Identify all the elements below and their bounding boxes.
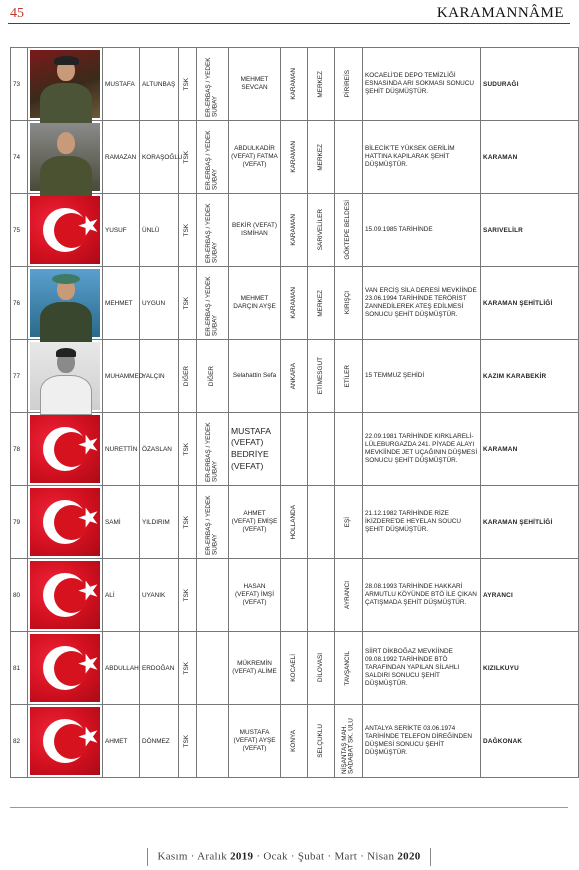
cemetery-cell <box>481 340 579 413</box>
province: ANKARA <box>289 362 297 390</box>
portrait-photo <box>30 342 100 410</box>
cemetery-cell <box>481 559 579 632</box>
last-name-cell <box>140 632 179 705</box>
photo-cell <box>28 267 103 340</box>
institution-cell <box>179 267 197 340</box>
event-description-cell <box>363 632 481 705</box>
rank-cell <box>197 413 229 486</box>
photo-cell <box>28 194 103 267</box>
village: AYRANCI <box>344 581 352 609</box>
parents: AHMET (VEFAT) EMİŞE (VEFAT) <box>231 509 278 534</box>
portrait-photo <box>30 269 100 337</box>
village: GÖKTEPE BELDESİ <box>344 200 352 260</box>
rank-cell <box>197 194 229 267</box>
last-name-cell <box>140 194 179 267</box>
first-name: NURETTİN <box>105 445 138 453</box>
footer-months-1: Kasım · Aralık <box>157 850 228 863</box>
parents-cell <box>229 559 281 632</box>
institution: TSK <box>183 661 191 675</box>
first-name-cell <box>103 486 140 559</box>
last-name-cell <box>140 413 179 486</box>
page-number: 45 <box>10 6 24 21</box>
province-cell <box>281 486 308 559</box>
last-name: YILDIRIM <box>142 518 170 526</box>
table-row <box>11 267 579 340</box>
parents: Selahattin Sefa <box>232 371 277 379</box>
table-row <box>11 340 579 413</box>
rank-cell <box>197 486 229 559</box>
parents-cell <box>229 121 281 194</box>
province: KARAMAN <box>289 68 297 100</box>
cemetery-cell <box>481 413 579 486</box>
institution: DİĞER <box>183 365 191 387</box>
institution-cell <box>179 632 197 705</box>
cemetery: SUDURAĞI <box>483 80 519 88</box>
parents-cell <box>229 413 281 486</box>
last-name-cell <box>140 267 179 340</box>
province: KONYA <box>289 730 297 752</box>
event-description: VAN ERCİŞ SİLA DERESİ MEVKİİNDE 23.06.1994 TARİHİNDE TERÖRİST ZANNEDİLEREK ATEŞ EDİLMESİ SONUCU ŞEHİT DÜŞMÜŞTÜR. <box>365 287 477 318</box>
event-description: 28.08.1993 TARİHİNDE HAKKARİ ARMUTLU KÖYÜNDE BTÖ İLE ÇIKAN ÇATIŞMADA ŞEHİT DÜŞMÜŞTÜR. <box>365 583 477 606</box>
table-row <box>11 194 579 267</box>
table-row <box>11 413 579 486</box>
institution-cell <box>179 705 197 778</box>
province-cell <box>281 559 308 632</box>
rank: ER-ERBAŞ / YEDEK SUBAY <box>204 495 219 555</box>
institution: TSK <box>183 77 191 91</box>
village-cell <box>335 340 363 413</box>
parents: HASAN (VEFAT) İMŞİ (VEFAT) <box>235 582 274 607</box>
portrait-photo <box>30 50 100 118</box>
event-description-cell <box>363 121 481 194</box>
row-number-cell <box>11 559 28 632</box>
last-name: ERDOĞAN <box>142 664 175 672</box>
institution: TSK <box>183 734 191 748</box>
photo-cell <box>28 121 103 194</box>
village-cell <box>335 705 363 778</box>
first-name: SAMİ <box>105 518 121 526</box>
district: ETİMESGUT <box>316 357 324 395</box>
rank: ER-ERBAŞ / YEDEK SUBAY <box>204 276 219 336</box>
event-description-cell <box>363 267 481 340</box>
district-cell <box>308 194 335 267</box>
event-description-cell <box>363 413 481 486</box>
first-name-cell <box>103 413 140 486</box>
village-cell <box>335 121 363 194</box>
row-number: 74 <box>13 153 21 161</box>
village-cell <box>335 194 363 267</box>
village-cell <box>335 486 363 559</box>
province: KARAMAN <box>289 141 297 173</box>
row-number: 73 <box>13 80 21 88</box>
cemetery: SARIVELİLR <box>483 226 523 234</box>
footer-bar-left <box>147 848 148 866</box>
row-number: 76 <box>13 299 21 307</box>
parents: MÜKREMİN (VEFAT) ALİME <box>232 659 277 675</box>
institution: TSK <box>183 442 191 456</box>
martyr-roster-table <box>10 47 579 778</box>
row-number: 82 <box>13 737 21 745</box>
row-number-cell <box>11 340 28 413</box>
cemetery-cell <box>481 632 579 705</box>
province-cell <box>281 194 308 267</box>
district-cell <box>308 121 335 194</box>
village-cell <box>335 48 363 121</box>
district: MERKEZ <box>316 289 324 317</box>
cemetery-cell <box>481 121 579 194</box>
parents: MEHMET SEVCAN <box>240 75 269 91</box>
footer-year-2: 2020 <box>397 850 421 863</box>
village: ETİLER <box>344 364 352 388</box>
district-cell <box>308 267 335 340</box>
district: DİLOVASI <box>316 653 324 683</box>
province: HOLLANDA <box>289 504 297 540</box>
row-number: 79 <box>13 518 21 526</box>
institution: TSK <box>183 588 191 602</box>
footer-divider <box>10 807 568 808</box>
parents-cell <box>229 340 281 413</box>
district-cell <box>308 705 335 778</box>
province-cell <box>281 121 308 194</box>
last-name-cell <box>140 705 179 778</box>
village-cell <box>335 632 363 705</box>
cemetery: AYRANCI <box>483 591 513 599</box>
portrait-photo <box>30 123 100 191</box>
parents: ABDULKADİR (VEFAT) FATMA (VEFAT) <box>231 144 278 169</box>
last-name: ÜNLÜ <box>142 226 160 234</box>
province-cell <box>281 632 308 705</box>
cemetery: KARAMAN <box>483 153 518 161</box>
cemetery: KARAMAN <box>483 445 518 453</box>
turkish-flag-icon: ★ <box>30 561 100 629</box>
last-name-cell <box>140 340 179 413</box>
village-cell <box>335 559 363 632</box>
event-description-cell <box>363 48 481 121</box>
district: SARIVELİLER <box>316 209 324 251</box>
cemetery: KARAMAN ŞEHİTLİĞİ <box>483 299 553 307</box>
province: KARAMAN <box>289 214 297 246</box>
village: KIRIŞÇI <box>344 291 352 315</box>
district-cell <box>308 340 335 413</box>
institution-cell <box>179 340 197 413</box>
first-name-cell <box>103 340 144 413</box>
event-description: KOCAELİ'DE DEPO TEMİZLİĞİ ESNASINDA ARI SOKMASI SONUCU ŞEHİT DÜŞMÜŞTÜR. <box>365 72 475 95</box>
row-number-cell <box>11 413 28 486</box>
last-name: UYANIK <box>142 591 166 599</box>
cemetery: KAZIM KARABEKİR <box>483 372 547 380</box>
rank: ER-ERBAŞ / YEDEK SUBAY <box>204 57 219 117</box>
village: PİRİREİS <box>344 70 352 98</box>
footer-year-1: 2019 <box>230 850 254 863</box>
district-cell <box>308 632 335 705</box>
table-row <box>11 705 579 778</box>
first-name-cell <box>103 705 140 778</box>
province: KOCAELİ <box>289 654 297 682</box>
rank: ER-ERBAŞ / YEDEK SUBAY <box>204 422 219 482</box>
first-name: RAMAZAN <box>105 153 137 161</box>
photo-cell <box>28 705 103 778</box>
first-name-cell <box>103 48 140 121</box>
photo-cell <box>28 632 103 705</box>
row-number-cell <box>11 48 28 121</box>
turkish-flag-icon: ★ <box>30 415 100 483</box>
parents-cell <box>229 48 281 121</box>
event-description: 22.09.1981 TARİHİNDE KIRKLARELİ-LÜLEBURGAZDA 241. PİYADE ALAYI MEVKİİNDE JET UÇAĞININ DÜŞMESİ SONUCU ŞEHİT DÜŞMÜŞTÜR. <box>365 433 478 464</box>
first-name: ALİ <box>105 591 115 599</box>
first-name-cell <box>103 121 140 194</box>
rank-cell <box>197 48 229 121</box>
first-name: MUSTAFA <box>105 80 135 88</box>
row-number: 75 <box>13 226 21 234</box>
row-number-cell <box>11 705 28 778</box>
first-name: MEHMET <box>105 299 133 307</box>
last-name: UYGUN <box>142 299 166 307</box>
parents-cell <box>229 194 281 267</box>
rank: ER-ERBAŞ / YEDEK SUBAY <box>204 203 219 263</box>
institution-cell <box>179 559 197 632</box>
parents-cell <box>229 486 281 559</box>
last-name: YALÇIN <box>142 372 165 380</box>
rank-cell <box>197 705 229 778</box>
district-cell <box>308 413 335 486</box>
table-row <box>11 559 579 632</box>
province: KARAMAN <box>289 287 297 319</box>
event-description-cell <box>363 340 481 413</box>
row-number: 81 <box>13 664 21 672</box>
district-cell <box>308 486 335 559</box>
rank-cell <box>197 559 229 632</box>
village: EŞİ <box>344 516 352 528</box>
cemetery-cell <box>481 486 579 559</box>
first-name: MUHAMMED <box>105 372 144 380</box>
event-description-cell <box>363 194 481 267</box>
turkish-flag-icon: ★ <box>30 196 100 264</box>
last-name: ALTUNBAŞ <box>142 80 176 88</box>
event-description-cell <box>363 705 481 778</box>
parents: BEKİR (VEFAT) ISMİHAN <box>232 221 277 237</box>
rank-cell <box>197 267 229 340</box>
event-description: 21.12.1982 TARİHİNDE RİZE İKİZDERE'DE HEYELAN SOUCU ŞEHİT DÜŞMÜŞTÜR. <box>365 510 462 533</box>
table-row <box>11 486 579 559</box>
institution: TSK <box>183 150 191 164</box>
institution-cell <box>179 194 197 267</box>
province-cell <box>281 413 308 486</box>
event-description-cell <box>363 486 481 559</box>
turkish-flag-icon: ★ <box>30 634 100 702</box>
institution-cell <box>179 413 197 486</box>
institution: TSK <box>183 296 191 310</box>
event-description: SİİRT DİKBOĞAZ MEVKİİNDE 09.08.1992 TARİHİNDE BTÖ TARAFINDAN YAPILAN SİLAHLI SALDIRI SONUCU ŞEHİT DÜŞMÜŞTÜR. <box>365 648 460 687</box>
last-name-cell <box>140 559 179 632</box>
rank-cell <box>197 121 229 194</box>
village: TAVŞANCIL <box>344 650 352 686</box>
header-divider <box>8 23 570 24</box>
row-number-cell <box>11 632 28 705</box>
event-description-cell <box>363 559 481 632</box>
rank-cell <box>197 340 229 413</box>
first-name: YUSUF <box>105 226 127 234</box>
parents-cell <box>229 705 281 778</box>
row-number-cell <box>11 486 28 559</box>
photo-cell <box>28 340 103 413</box>
district: MERKEZ <box>316 70 324 98</box>
district-cell <box>308 559 335 632</box>
last-name-cell <box>140 48 179 121</box>
district-cell <box>308 48 335 121</box>
table-row <box>11 632 579 705</box>
table-row <box>11 48 579 121</box>
row-number-cell <box>11 121 28 194</box>
province-cell <box>281 48 308 121</box>
first-name: AHMET <box>105 737 128 745</box>
district: MERKEZ <box>316 143 324 171</box>
parents-cell <box>229 632 281 705</box>
parents: MUSTAFA (VEFAT) BEDRİYE (VEFAT) <box>231 425 271 471</box>
row-number-cell <box>11 267 28 340</box>
magazine-title: KARAMANNÂME <box>436 5 564 21</box>
institution: TSK <box>183 223 191 237</box>
last-name: KORAŞOĞLU <box>142 153 183 161</box>
turkish-flag-icon: ★ <box>30 488 100 556</box>
cemetery-cell <box>481 267 579 340</box>
photo-cell <box>28 559 103 632</box>
issue-footer <box>0 848 578 866</box>
first-name-cell <box>103 559 140 632</box>
event-description: ANTALYA SERİKTE 03.06.1974 TARİHİNDE TELEFON DİREĞİNDEN DÜŞMESİ SONUCU ŞEHİT DÜŞMÜŞTÜR. <box>365 725 472 756</box>
institution: TSK <box>183 515 191 529</box>
cemetery: DAĞKONAK <box>483 737 523 745</box>
photo-cell <box>28 413 103 486</box>
cemetery-cell <box>481 194 579 267</box>
cemetery-cell <box>481 48 579 121</box>
rank-cell <box>197 632 229 705</box>
row-number: 77 <box>13 372 21 380</box>
parents-cell <box>229 267 281 340</box>
photo-cell <box>28 486 103 559</box>
institution-cell <box>179 48 197 121</box>
first-name-cell <box>103 267 140 340</box>
province-cell <box>281 705 308 778</box>
last-name-cell <box>140 486 179 559</box>
rank: ER-ERBAŞ / YEDEK SUBAY <box>204 130 219 190</box>
cemetery: KARAMAN ŞEHİTLİĞİ <box>483 518 553 526</box>
cemetery-cell <box>481 705 579 778</box>
event-description: BİLECİK'TE YÜKSEK GERİLİM HATTINA KAPILARAK ŞEHİT DÜŞMÜŞTÜR. <box>365 145 455 168</box>
parents: MEHMET DARÇIN AYŞE <box>233 294 276 310</box>
row-number: 80 <box>13 591 21 599</box>
row-number: 78 <box>13 445 21 453</box>
event-description: 15 TEMMUZ ŞEHİDİ <box>365 372 425 379</box>
table-row <box>11 121 579 194</box>
province-cell <box>281 267 308 340</box>
province-cell <box>281 340 308 413</box>
village-cell <box>335 267 363 340</box>
footer-bar-right <box>430 848 431 866</box>
village-cell <box>335 413 363 486</box>
turkish-flag-icon: ★ <box>30 707 100 775</box>
district: SELÇUKLU <box>316 724 324 758</box>
last-name: DÖNMEZ <box>142 737 170 745</box>
village: NİŞANTAŞ MAH. SADABAT SK. ULU <box>340 718 355 774</box>
row-number-cell <box>11 194 28 267</box>
event-description: 15.09.1985 TARİHİNDE <box>365 226 433 233</box>
first-name-cell <box>103 632 140 705</box>
institution-cell <box>179 486 197 559</box>
rank: DİĞER <box>208 365 216 387</box>
cemetery: KIZILKUYU <box>483 664 519 672</box>
last-name-cell <box>140 121 183 194</box>
parents: MUSTAFA (VEFAT) AYŞE (VEFAT) <box>233 728 276 753</box>
first-name-cell <box>103 194 140 267</box>
photo-cell <box>28 48 103 121</box>
footer-months-2: · Ocak · Şubat · Mart · Nisan <box>256 850 395 863</box>
first-name: ABDULLAH <box>105 664 139 672</box>
last-name: ÖZASLAN <box>142 445 172 453</box>
